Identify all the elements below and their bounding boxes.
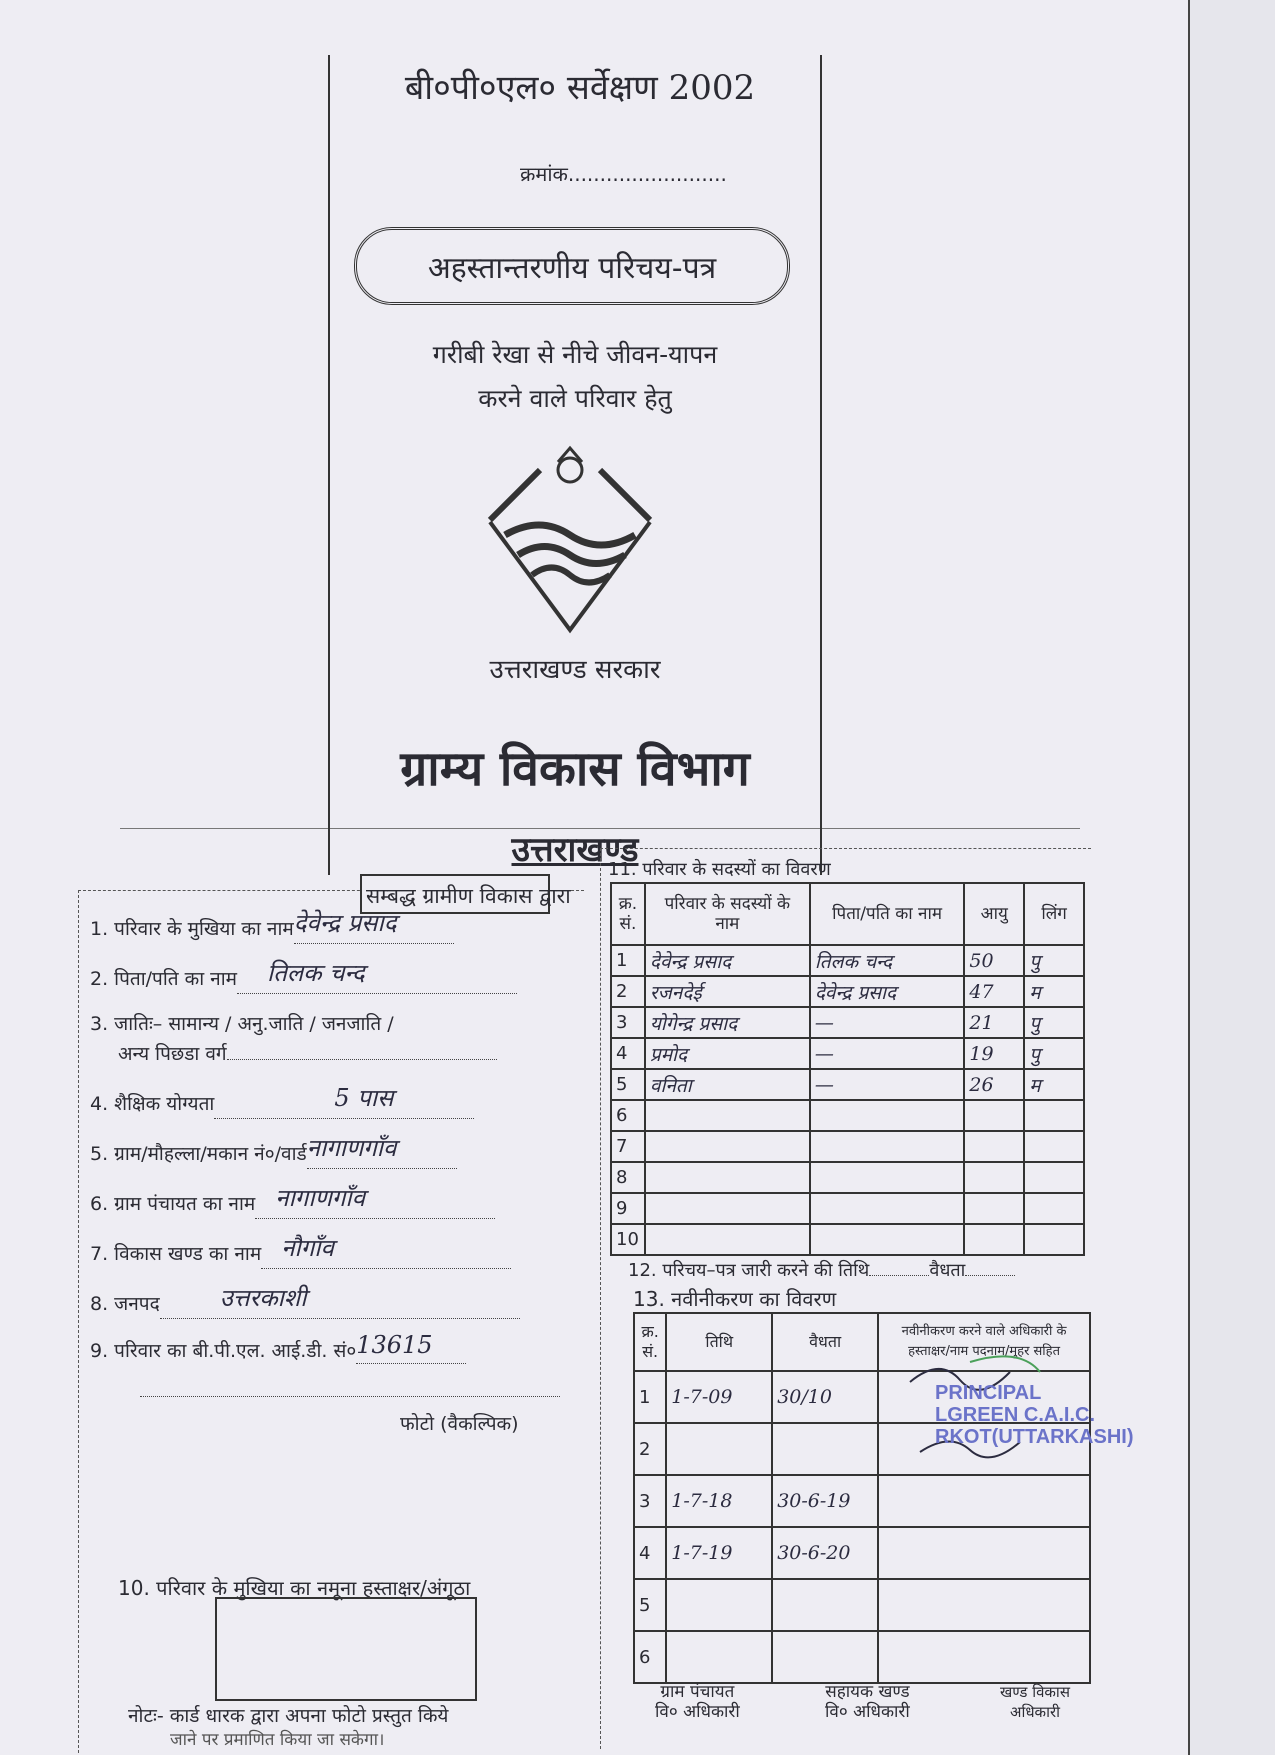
signatory-panchayat-line-2: वि० अधिकारी xyxy=(655,1702,740,1722)
member-age: 26 xyxy=(964,1069,1024,1100)
field-bpl-id-label: 9. परिवार का बी.पी.एल. आई.डी. सं० xyxy=(90,1340,357,1362)
note-text: नोटः- कार्ड धारक द्वारा अपना फोटो प्रस्तुत किये xyxy=(128,1705,449,1727)
member-age: 47 xyxy=(964,976,1024,1007)
field-block xyxy=(90,1235,511,1269)
field-father-name-value: तिलक चन्द xyxy=(267,959,365,987)
member-name: रजनदेई xyxy=(645,976,810,1007)
survey-title: बी०पी०एल० सर्वेक्षण 2002 xyxy=(404,68,756,108)
stamp-line-3: RKOT(UTTARKASHI) xyxy=(935,1426,1134,1448)
renewal-date: 1-7-18 xyxy=(666,1475,772,1527)
card-subtitle xyxy=(350,333,800,421)
member-name: देवेन्द्र प्रसाद xyxy=(645,945,810,976)
signatory-block-line-1: खण्ड विकास xyxy=(1000,1683,1070,1701)
field-village xyxy=(90,1135,457,1169)
table-row xyxy=(611,1193,1084,1224)
photo-label: फोटो (वैकल्पिक) xyxy=(400,1413,519,1435)
field-caste-label: 3. जातिः– सामान्य / अनु.जाति / जनजाति / xyxy=(90,1013,394,1035)
member-serial: 7 xyxy=(611,1131,645,1162)
field-caste-label-2: अन्य पिछडा वर्ग xyxy=(118,1043,227,1065)
table-row xyxy=(634,1527,1090,1579)
field-district-label: 8. जनपद xyxy=(90,1293,160,1315)
members-header-age: आयु xyxy=(964,883,1024,945)
member-serial: 4 xyxy=(611,1038,645,1069)
renewal-header-officer: नवीनीकरण करने वाले अधिकारी के हस्ताक्षर/नाम पदनाम/मुहर सहित xyxy=(878,1313,1090,1371)
members-title: 11. परिवार के सदस्यों का विवरण xyxy=(608,859,831,880)
state-name: उत्तराखण्ड xyxy=(511,830,639,870)
members-header-gender: लिंग xyxy=(1024,883,1084,945)
field-head-name-value: देवेन्द्र प्रसाद xyxy=(293,909,397,937)
member-serial: 9 xyxy=(611,1193,645,1224)
renewal-validity: 30-6-19 xyxy=(772,1475,878,1527)
table-row xyxy=(611,1162,1084,1193)
members-header-row xyxy=(611,883,1084,945)
field-district-value: उत्तरकाशी xyxy=(219,1284,307,1312)
renewal-header-date: तिथि xyxy=(666,1313,772,1371)
field-head-name xyxy=(90,910,454,944)
table-row xyxy=(611,945,1084,976)
table-row xyxy=(611,1069,1084,1100)
validity-label: वैधता xyxy=(929,1260,966,1281)
field-education xyxy=(90,1085,474,1119)
member-serial: 3 xyxy=(611,1007,645,1038)
member-name: योगेन्द्र प्रसाद xyxy=(645,1007,810,1038)
card-cover xyxy=(328,55,822,875)
renewal-validity: 30-6-20 xyxy=(772,1527,878,1579)
field-education-label: 4. शैक्षिक योग्यता xyxy=(90,1093,215,1115)
field-head-name-label: 1. परिवार के मुखिया का नाम xyxy=(90,918,294,940)
signatory-assistant-line-2: वि० अधिकारी xyxy=(825,1702,910,1722)
field-panchayat xyxy=(90,1185,495,1219)
renewal-serial: 3 xyxy=(634,1475,666,1527)
stamp-line-2: LGREEN C.A.I.C. xyxy=(935,1404,1096,1426)
members-table xyxy=(610,882,1085,1256)
renewal-title: 13. नवीनीकरण का विवरण xyxy=(633,1287,837,1311)
field-caste-2 xyxy=(118,1040,497,1066)
member-gender: म xyxy=(1024,976,1084,1007)
renewal-validity: 30/10 xyxy=(772,1371,878,1423)
principal-stamp xyxy=(935,1382,1134,1448)
member-father: तिलक चन्द xyxy=(810,945,965,976)
field-father-name-label: 2. पिता/पति का नाम xyxy=(90,968,237,990)
member-serial: 1 xyxy=(611,945,645,976)
renewal-serial: 4 xyxy=(634,1527,666,1579)
member-age: 19 xyxy=(964,1038,1024,1069)
members-header-name: परिवार के सदस्यों के नाम xyxy=(645,883,810,945)
members-header-father: पिता/पति का नाम xyxy=(810,883,965,945)
subtitle-line-1: गरीबी रेखा से नीचे जीवन-यापन xyxy=(432,340,718,369)
serial-number: क्रमांक......................... xyxy=(520,162,727,186)
renewal-date: 1-7-19 xyxy=(666,1527,772,1579)
issuer-label: सम्बद्ध ग्रामीण विकास द्वारा xyxy=(360,874,550,914)
member-father: — xyxy=(810,1007,965,1038)
table-row xyxy=(611,1038,1084,1069)
scan-margin xyxy=(1190,0,1275,1755)
field-village-label: 5. ग्राम/मौहल्ला/मकान नं०/वार्ड xyxy=(90,1143,307,1165)
signatory-assistant xyxy=(825,1682,910,1722)
signatory-block-line-2: अधिकारी xyxy=(1009,1703,1060,1721)
member-father: — xyxy=(810,1069,965,1100)
renewal-date: 1-7-09 xyxy=(666,1371,772,1423)
renewal-serial: 2 xyxy=(634,1423,666,1475)
table-row xyxy=(634,1475,1090,1527)
table-row xyxy=(611,1131,1084,1162)
field-caste xyxy=(90,1010,394,1036)
field-district xyxy=(90,1285,520,1319)
member-gender: पु xyxy=(1024,1007,1084,1038)
member-father: — xyxy=(810,1038,965,1069)
field-education-value: 5 पास xyxy=(334,1084,394,1112)
field-bpl-id-value: 13615 xyxy=(356,1331,433,1359)
members-header-serial: क्र. सं. xyxy=(611,883,645,945)
signature-box xyxy=(215,1597,477,1701)
department-name: ग्राम्य विकास विभाग xyxy=(400,741,750,797)
member-gender: पु xyxy=(1024,945,1084,976)
member-serial: 2 xyxy=(611,976,645,1007)
renewal-header-validity: वैधता xyxy=(772,1313,878,1371)
government-name: उत्तराखण्ड सरकार xyxy=(489,655,661,685)
issue-date-label: 12. परिचय–पत्र जारी करने की तिथि xyxy=(628,1260,870,1281)
member-name: वनिता xyxy=(645,1069,810,1100)
renewal-header-serial: क्र. सं. xyxy=(634,1313,666,1371)
table-row xyxy=(634,1579,1090,1631)
member-serial: 8 xyxy=(611,1162,645,1193)
field-panchayat-label: 6. ग्राम पंचायत का नाम xyxy=(90,1193,256,1215)
member-name: प्रमोद xyxy=(645,1038,810,1069)
member-serial: 6 xyxy=(611,1100,645,1131)
member-serial: 10 xyxy=(611,1224,645,1255)
signatory-panchayat xyxy=(655,1682,740,1722)
renewal-serial: 6 xyxy=(634,1631,666,1683)
member-age: 21 xyxy=(964,1007,1024,1038)
member-gender: पु xyxy=(1024,1038,1084,1069)
field-panchayat-value: नागाणगाँव xyxy=(275,1184,365,1212)
member-age: 50 xyxy=(964,945,1024,976)
issue-date xyxy=(628,1258,1015,1282)
field-block-label: 7. विकास खण्ड का नाम xyxy=(90,1243,262,1265)
table-row xyxy=(611,1100,1084,1131)
field-bpl-id-line xyxy=(140,1380,560,1402)
edge-line xyxy=(1188,0,1190,1755)
signatory-assistant-line-1: सहायक खण्ड xyxy=(825,1682,910,1702)
signature-label: 10. परिवार के मुखिया का नमूना हस्ताक्षर/अंगूठा xyxy=(118,1576,471,1600)
subtitle-line-2: करने वाले परिवार हेतु xyxy=(478,384,672,413)
member-father: देवेन्द्र प्रसाद xyxy=(810,976,965,1007)
table-row xyxy=(634,1631,1090,1683)
member-serial: 5 xyxy=(611,1069,645,1100)
table-row xyxy=(611,1224,1084,1255)
note-text-2: जाने पर प्रमाणित किया जा सकेगा। xyxy=(170,1730,385,1750)
signatory-panchayat-line-1: ग्राम पंचायत xyxy=(660,1682,735,1702)
uttarakhand-emblem-icon xyxy=(480,440,660,635)
table-row xyxy=(611,1007,1084,1038)
field-village-value: नागाणगाँव xyxy=(306,1134,397,1162)
member-gender: म xyxy=(1024,1069,1084,1100)
signatory-block xyxy=(1000,1682,1070,1722)
renewal-serial: 5 xyxy=(634,1579,666,1631)
table-row xyxy=(611,976,1084,1007)
renewal-serial: 1 xyxy=(634,1371,666,1423)
field-bpl-id xyxy=(90,1331,466,1364)
field-block-value: नौगाँव xyxy=(281,1234,334,1262)
card-title: अहस्तान्तरणीय परिचय-पत्र xyxy=(354,227,790,305)
field-father-name xyxy=(90,960,517,994)
stamp-line-1: PRINCIPAL xyxy=(935,1382,1042,1404)
